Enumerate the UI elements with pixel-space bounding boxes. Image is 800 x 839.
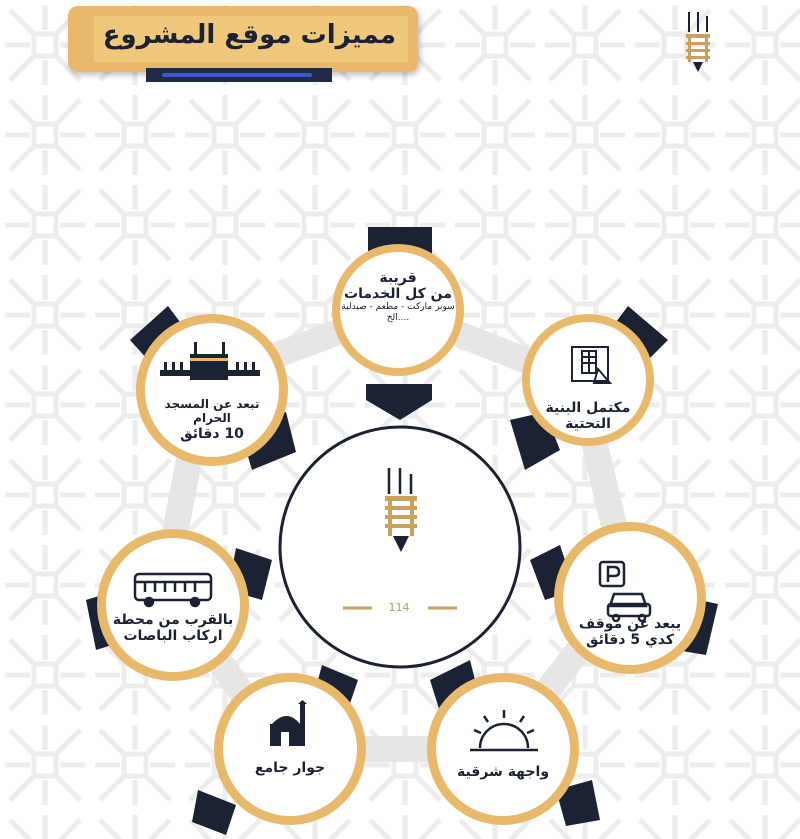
feature-circle-haram [136,314,288,466]
feature-bus-line1: بالقرب من محطة [112,612,234,628]
feature-infrastructure-line1: مكتمل البنية [545,400,631,416]
feature-circle-mosque [214,673,366,825]
feature-bus [105,612,241,644]
feature-east-facing [443,764,563,780]
page-title: مميزات موقع المشروع [102,20,396,50]
feature-parking [570,616,690,648]
feature-parking-line1: يبعد عن موقف [578,616,682,632]
feature-services-detail1: سوبر ماركت - مطعم - صيدلية [341,302,455,313]
feature-infrastructure [533,400,643,432]
center-number: 114 [388,601,410,614]
feature-services-line2: من كل الخدمات [344,286,452,303]
feature-parking-line2: كدي 5 دقائق [585,632,675,649]
feature-circle-bus [97,529,249,681]
center-hub [280,427,520,667]
feature-services-line1: قريبة [379,270,417,286]
feature-east-facing-line1: واجهة شرقية [456,764,550,780]
feature-bus-line2: اركاب الباصات [123,628,223,645]
feature-circle-parking [554,522,706,674]
feature-services [335,270,461,323]
feature-haram-line2: 10 دقائق [180,425,244,442]
feature-mosque [230,760,350,776]
feature-haram [144,398,280,442]
feature-infrastructure-line2: التحتية [565,416,611,433]
feature-mosque-line1: جوار جامع [254,760,326,776]
feature-haram-line1: تبعد عن المسجد الحرام [164,397,260,425]
feature-services-detail2: ....الخ [386,312,410,323]
